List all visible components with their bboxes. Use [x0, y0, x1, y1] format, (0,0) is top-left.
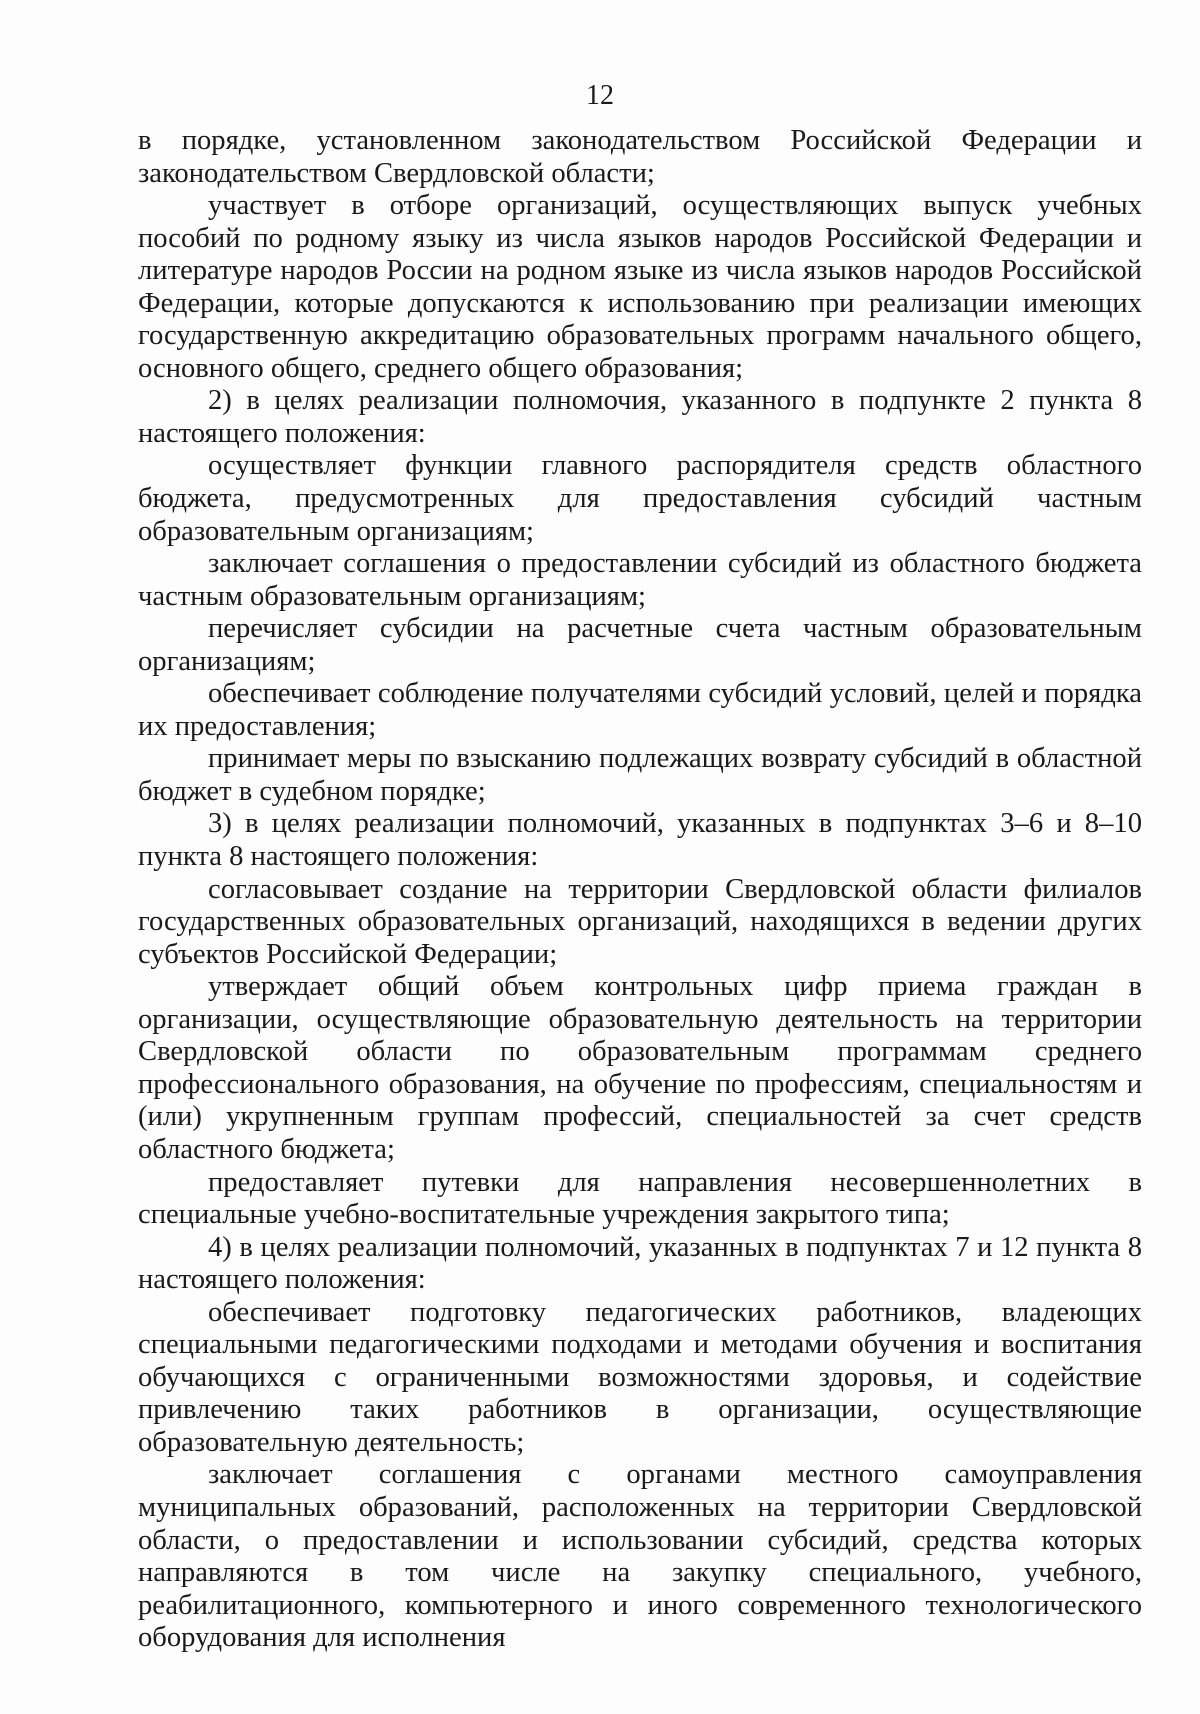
- paragraph-subitem-4: 4) в целях реализации полномочий, указанных в подпунктах 7 и 12 пункта 8 настоящего положения:: [138, 1231, 1142, 1296]
- paragraph: заключает соглашения с органами местного самоуправления муниципальных образований, расположенных на территории Свердловской области, о предоставлении и использовании субсидий, средства которых направляются в том числе на закупку специального, учебного, реабилитационного, компьютерного и иного современного технологического оборудования для исполнения: [138, 1459, 1142, 1654]
- paragraph: осуществляет функции главного распорядителя средств областного бюджета, предусмотренных для предоставления субсидий частным образовательным организациям;: [138, 450, 1142, 547]
- paragraph-subitem-3: 3) в целях реализации полномочий, указанных в подпунктах 3–6 и 8–10 пункта 8 настоящего положения:: [138, 808, 1142, 873]
- paragraph: заключает соглашения о предоставлении субсидий из областного бюджета частным образовательным организациям;: [138, 548, 1142, 612]
- document-body: [138, 125, 1142, 1655]
- paragraph-subitem-2: 2) в целях реализации полномочия, указанного в подпункте 2 пункта 8 настоящего положения:: [138, 385, 1142, 449]
- paragraph: обеспечивает соблюдение получателями субсидий условий, целей и порядка их предоставления;: [138, 678, 1142, 742]
- paragraph: предоставляет путевки для направления несовершеннолетних в специальные учебно-воспитательные учреждения закрытого типа;: [138, 1166, 1142, 1231]
- page-number: 12: [586, 80, 614, 111]
- paragraph: согласовывает создание на территории Свердловской области филиалов государственных образовательных организаций, находящихся в ведении других субъектов Российской Федерации;: [138, 873, 1142, 970]
- paragraph: участвует в отборе организаций, осуществляющих выпуск учебных пособий по родному языку из числа языков народов Российской Федерации и литературе народов России на родном языке из числа языков народов Российской Федерации, которые допускаются к использованию при реализации имеющих государственную аккредитацию образовательных программ начального общего, основного общего, среднего общего образования;: [138, 190, 1142, 384]
- paragraph: утверждает общий объем контрольных цифр приема граждан в организации, осуществляющие образовательную деятельность на территории Свердловской области по образовательным программам среднего профессионального образования, на обучение по профессиям, специальностям и (или) укрупненным группам профессий, специальностей за счет средств областного бюджета;: [138, 971, 1142, 1165]
- paragraph: принимает меры по взысканию подлежащих возврату субсидий в областной бюджет в судебном порядке;: [138, 743, 1142, 807]
- paragraph: перечисляет субсидии на расчетные счета частным образовательным организациям;: [138, 613, 1142, 677]
- paragraph: обеспечивает подготовку педагогических работников, владеющих специальными педагогическими подходами и методами обучения и воспитания обучающихся с ограниченными возможностями здоровья, и содействие привлечению таких работников в организации, осуществляющие образовательную деятельность;: [138, 1296, 1142, 1458]
- paragraph-continuation: в порядке, установленном законодательством Российской Федерации и законодательством Свердловской области;: [138, 125, 1142, 189]
